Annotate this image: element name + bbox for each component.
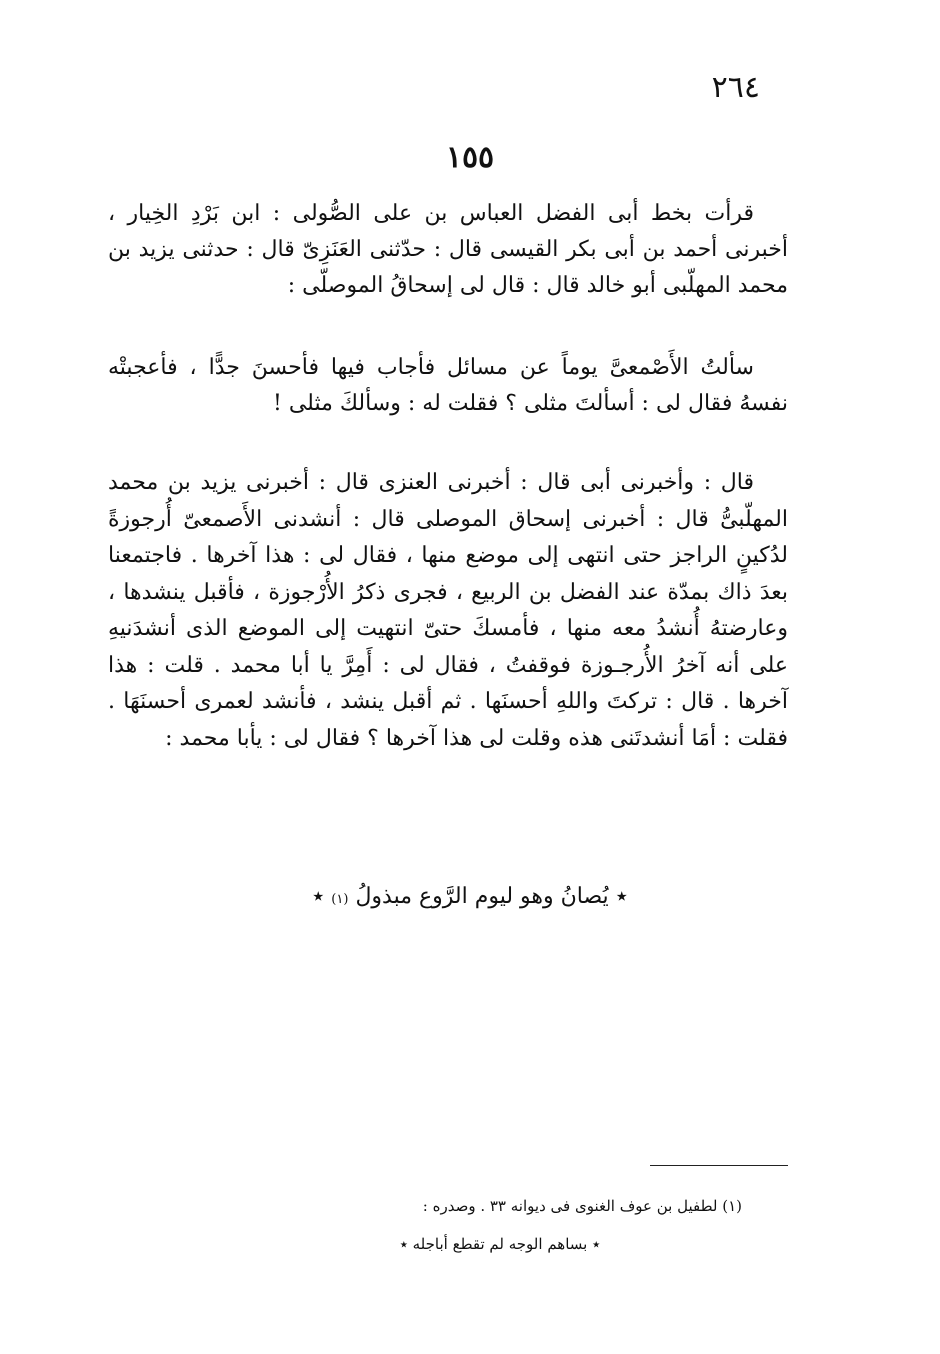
paragraph-isnad xyxy=(108,196,788,304)
footnote-divider xyxy=(650,1165,788,1166)
paragraph-asmai xyxy=(108,350,788,422)
footnote-reference: (١) xyxy=(331,892,349,907)
paragraph-text: سألتُ الأَصْمعىَّ يوماً عن مسائل فأجاب فيها فأحسنَ جدًّا ، فأعجبتْه نفسهُ فقال لى : أسألتَ مثلى ؟ فقلت له : وسألكَ مثلى ! xyxy=(108,355,788,416)
verse-text: يُصانُ وهو ليوم الرَّوع مبذولُ xyxy=(355,884,609,909)
page-number: ٢٦٤ xyxy=(711,70,760,105)
verse-ornament-start: ٭ xyxy=(615,884,628,909)
paragraph-text: قال : وأخبرنى أبى قال : أخبرنى العنزى قال : أخبرنى يزيد بن محمد المهلّبىُّ قال : أخبرنى إسحاق الموصلى قال : أنشدنى الأَصمعىّ أُرجوزةً لدُكينٍ الراجز حتى انتهى إلى موضع منها ، فقال لى : هذا آخرها . فاجتمعنا بعدَ ذاك بمدّة عند الفضل بن الربيع ، فجرى ذكرُ الأُرْجوزة ، فأقبل ينشدها ، وعارضتهُ أُنشدُ معه منها ، فأمسكَ حتىّ انتهيت إلى الموضع الذى أنشدَنيهِ على أنه آخرُ الأُرجـوزة فوقفتُ ، فقال لى : أَمِرَّ يا أبا محمد . قلت : هذا آخرها . قال : تركتَ واللهِ أحسنَها . ثم أقبل ينشد ، فأنشد لعمرى أحسنَهَا . فقلت : أمَا أنشدتَنى هذه وقلت لى هذا آخرها ؟ فقال لى : يأبا محمد : xyxy=(108,470,788,751)
section-number: ١٥٥ xyxy=(445,140,495,175)
verse-ornament-end: ٭ xyxy=(312,884,325,909)
footnote-1: (١) لطفيل بن عوف الغنوى فى ديوانه ٣٣ . وصدره : xyxy=(422,1197,742,1215)
footnote-verse: ٭ بساهم الوجه لم تقطع أباجله ٭ xyxy=(399,1235,601,1253)
verse-line xyxy=(0,884,940,909)
paragraph-urjuza xyxy=(108,465,788,757)
paragraph-text: قرأت بخط أبى الفضل العباس بن على الصُّولى : ابن بَرْدِ الخِيار ، أخبرنى أحمد بن أبى بكر القيسى قال : حدّثنى العَنَزِىّ قال : حدثنى يزيد بن محمد المهلّبى أبو خالد قال : قال لى إسحاقُ الموصلّى : xyxy=(108,201,788,298)
